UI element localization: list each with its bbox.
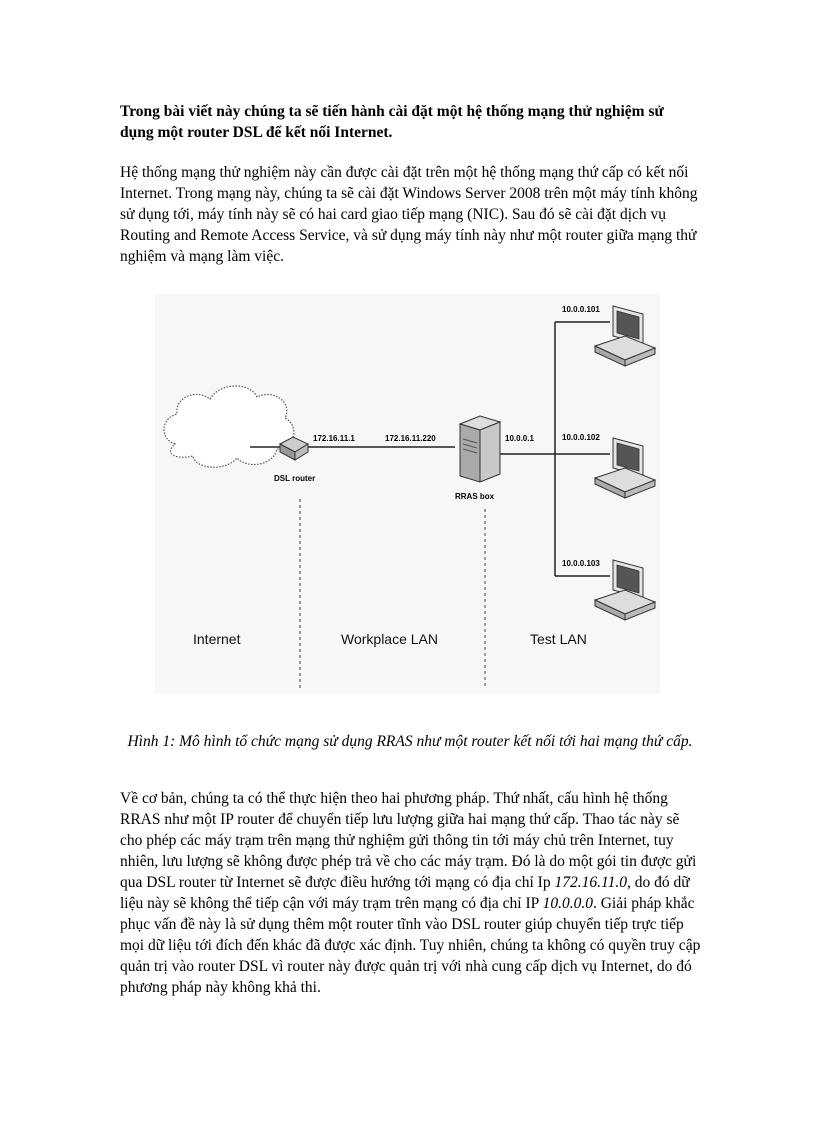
rras-inner-ip-label: 10.0.0.1 [505, 434, 534, 443]
network-diagram-svg [155, 294, 660, 694]
dsl-router-label: DSL router [274, 474, 316, 483]
zone-test-label: Test LAN [530, 631, 587, 647]
method-text-part2: , do đó dữ liệu này sẽ không thể tiếp cận với máy trạm trên mạng có địa chỉ IP [120, 874, 690, 912]
intro-paragraph: Hệ thống mạng thử nghiệm này cần được cài đặt trên một hệ thống mạng thứ cấp có kết nối Internet. Trong mạng này, chúng ta sẽ cài đặt Windows Server 2008 trên một máy tính không sử dụng tới, máy tính này sẽ có hai card giao tiếp mạng (NIC). Sau đó sẽ cài đặt dịch vụ Routing and Remote Access Service, và sử dụng máy tính này như một router giữa mạng thử nghiệm và mạng làm việc. [120, 164, 698, 265]
router-ip-label: 172.16.11.1 [313, 434, 355, 443]
zone-internet-label: Internet [193, 631, 241, 647]
rras-server-icon [460, 416, 500, 482]
zone-workplace-label: Workplace LAN [341, 631, 439, 647]
figure-caption: Hình 1: Mô hình tổ chức mạng sử dụng RRAS như một router kết nối tới hai mạng thứ cấp. [127, 733, 693, 750]
network-diagram [155, 294, 660, 694]
method-text-part3: . Giải pháp khắc phục vấn đề này là sử dụng thêm một router tĩnh vào DSL router giúp chuyển tiếp trực tiếp mọi dữ liệu tới đích đến khác đã được xác định. Tuy nhiên, chúng ta không có quyền truy cập quản trị vào router DSL vì router này được quản trị với nhà cung cấp dịch vụ Internet, do đó phương pháp này không khả thi. [120, 895, 701, 996]
article-title: Trong bài viết này chúng ta sẽ tiến hành cài đặt một hệ thống mạng thử nghiệm sử dụng một router DSL để kết nối Internet. [120, 103, 664, 141]
client3-ip-label: 10.0.0.103 [562, 559, 600, 568]
client1-ip-label: 10.0.0.101 [562, 305, 600, 314]
rras-outer-ip-label: 172.16.11.220 [385, 434, 436, 443]
client2-ip-label: 10.0.0.102 [562, 433, 600, 442]
network-address-2: 10.0.0.0 [542, 895, 593, 912]
rras-box-label: RRAS box [455, 492, 495, 501]
network-address-1: 172.16.11.0 [554, 874, 627, 891]
method-paragraph [120, 788, 702, 998]
method-text-part1: Về cơ bản, chúng ta có thể thực hiện theo hai phương pháp. Thứ nhất, cấu hình hệ thống RRAS như một IP router để chuyển tiếp lưu lượng giữa hai mạng thứ cấp. Thao tác này sẽ cho phép các máy trạm trên mạng thử nghiệm gửi thông tin tới máy chủ trên Internet, tuy nhiên, lưu lượng sẽ không được phép trả về cho các máy trạm. Đó là do một gói tin được gửi qua DSL router từ Internet sẽ được điều hướng tới mạng có địa chỉ Ip [120, 790, 697, 891]
